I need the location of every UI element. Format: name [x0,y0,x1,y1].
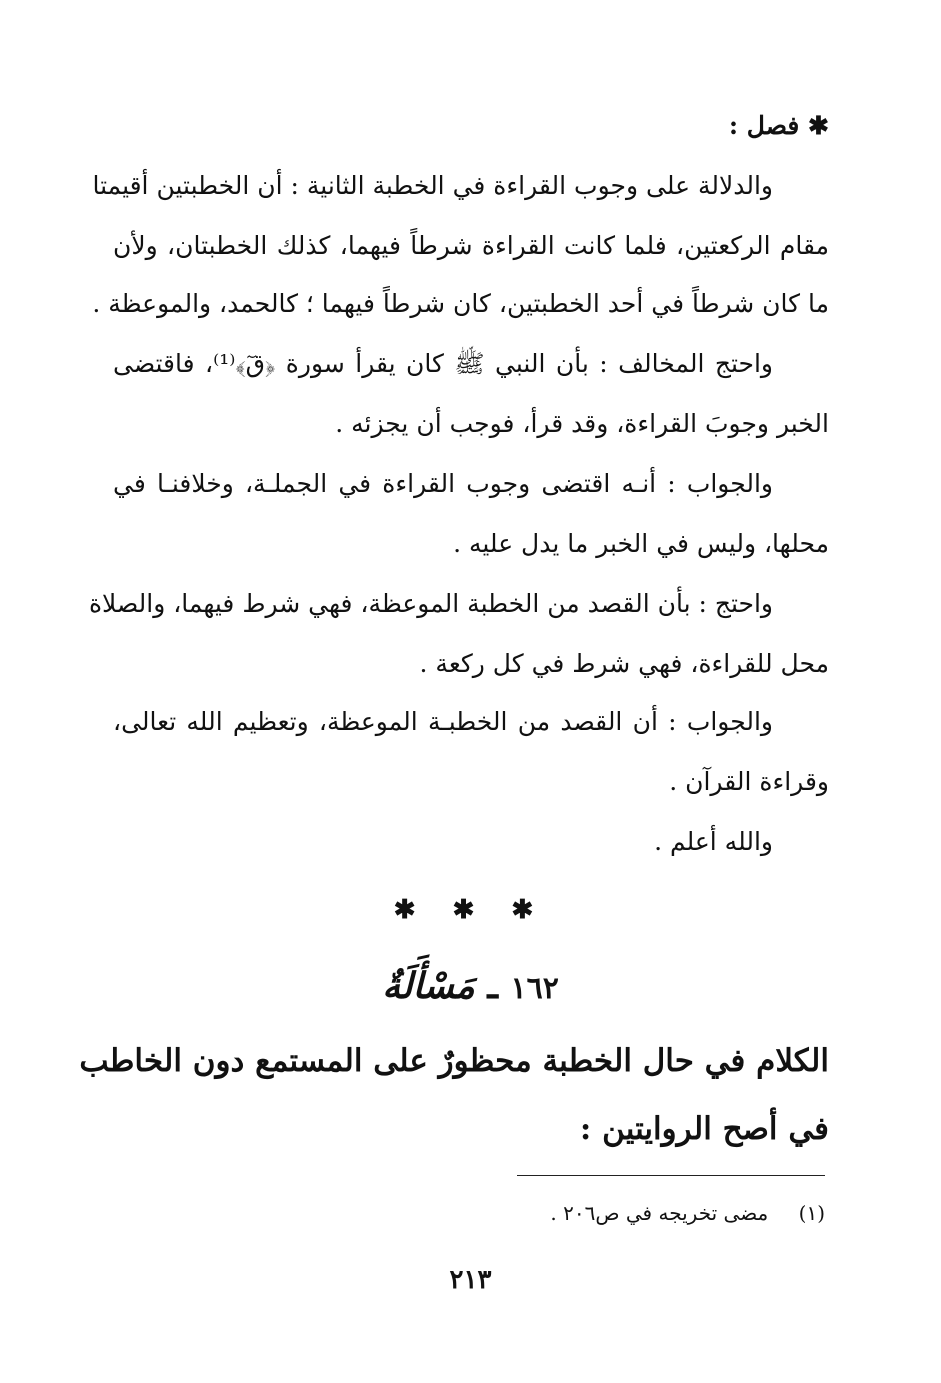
paragraph-4-line-1: واحتج : بأن القصد من الخطبة الموعظة، فهي شرط فيهما، والصلاة [88,589,773,618]
section-separator: ✱ ✱ ✱ [393,895,548,925]
paragraph-3-line-2: محلها، وليس في الخبر ما يدل عليه . [453,529,829,558]
masala-number: ١٦٢ [510,971,559,1006]
paragraph-1-line-3: ما كان شرطاً في أحد الخطبتين، كان شرطاً فيهما ؛ كالحمد، والموعظة . [92,289,829,318]
paragraph-5-line-1: والجواب : أن القصد من الخطبـة الموعظة، وتعظيم الله تعالى، [113,707,773,736]
issue-title-line-2: في أصح الروايتين : [579,1111,829,1147]
closing-line: والله أعلم . [654,827,773,856]
paragraph-4-line-2: محل للقراءة، فهي شرط في كل ركعة . [419,649,829,678]
paragraph-1-line-1: والدلالة على وجوب القراءة في الخطبة الثانية : أن الخطبتين أقيمتا [92,171,773,200]
masala-dash: ـ [487,965,498,1007]
footnote-divider [517,1175,825,1176]
page-number: ٢١٣ [449,1265,492,1295]
paragraph-2-line-1: واحتج المخالف : بأن النبي ﷺ كان يقرأ سورة ﴿قٓ﴾⁽¹⁾، فاقتضى [113,349,773,378]
footnote-number: (١) [798,1201,825,1225]
issue-title-line-1: الكلام في حال الخطبة محظورٌ على المستمع دون الخاطب [79,1043,829,1079]
masala-word: مَسْأَلَةٌ [382,965,475,1007]
masala-heading [0,962,941,1013]
footnote-text: مضى تخريجه في ص٢٠٦ . [550,1201,769,1225]
section-heading: ✱ فصل : [728,111,829,140]
paragraph-5-line-2: وقراءة القرآن . [669,767,829,796]
paragraph-1-line-2: مقام الركعتين، فلما كانت القراءة شرطاً فيهما، كذلك الخطبتان، ولأن [113,231,829,260]
paragraph-2-line-2: الخبر وجوبَ القراءة، وقد قرأ، فوجب أن يجزئه . [335,409,829,438]
footnote [550,1198,825,1228]
paragraph-3-line-1: والجواب : أنـه اقتضى وجوب القراءة في الجملـة، وخلافنـا في [113,469,773,498]
